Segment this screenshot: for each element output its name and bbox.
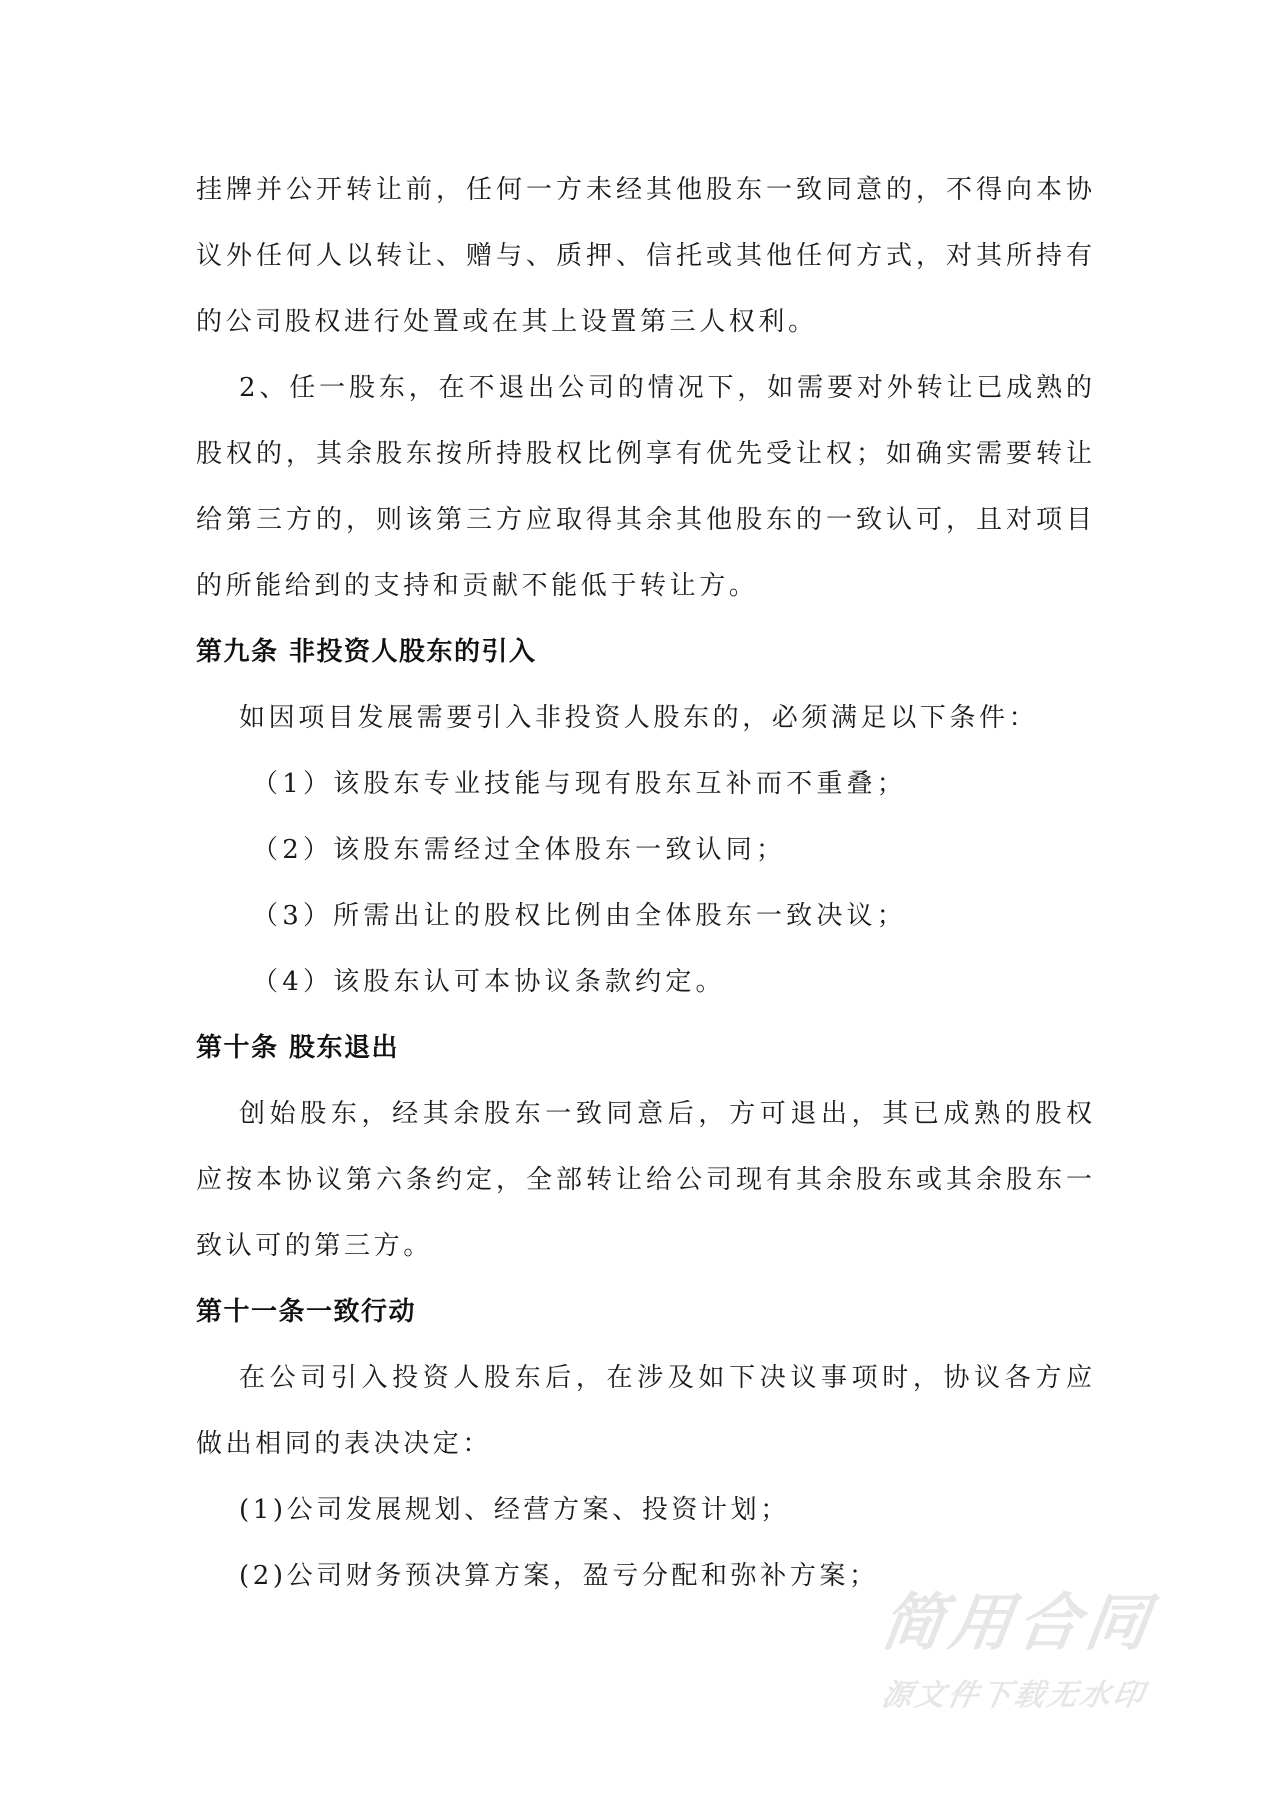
paragraph-line: 致认可的第三方。 xyxy=(196,1231,433,1261)
list-item: （1）该股东专业技能与现有股东互补而不重叠； xyxy=(252,769,907,799)
paragraph-line: 的所能给到的支持和贡献不能低于转让方。 xyxy=(196,571,759,601)
paragraph-line: 挂牌并公开转让前，任何一方未经其他股东一致同意的，不得向本协 xyxy=(196,175,1092,205)
list-item: （2）该股东需经过全体股东一致认同； xyxy=(252,835,787,865)
list-item: (2)公司财务预决算方案，盈亏分配和弥补方案； xyxy=(239,1561,879,1591)
list-item: （4）该股东认可本协议条款约定。 xyxy=(252,967,726,997)
watermark-tagline: 源文件下载无水印 xyxy=(879,1678,1150,1713)
paragraph-line: 2、任一股东，在不退出公司的情况下，如需要对外转让已成熟的 xyxy=(239,373,1092,403)
section-heading-11: 第十一条一致行动 xyxy=(196,1297,417,1327)
section-9-intro: 如因项目发展需要引入非投资人股东的，必须满足以下条件： xyxy=(239,703,1039,733)
list-item: (1)公司发展规划、经营方案、投资计划； xyxy=(239,1495,790,1525)
paragraph-line: 创始股东，经其余股东一致同意后，方可退出，其已成熟的股权 xyxy=(239,1099,1092,1129)
watermark xyxy=(876,1586,1182,1714)
paragraph-line: 做出相同的表决决定： xyxy=(196,1429,493,1459)
watermark-brand: 简用合同 xyxy=(876,1586,1160,1659)
paragraph-line: 股权的，其余股东按所持股权比例享有优先受让权；如确实需要转让 xyxy=(196,439,1092,469)
paragraph-line: 的公司股权进行处置或在其上设置第三人权利。 xyxy=(196,307,818,337)
paragraph-line: 议外任何人以转让、赠与、质押、信托或其他任何方式，对其所持有 xyxy=(196,241,1092,271)
list-item: （3）所需出让的股权比例由全体股东一致决议； xyxy=(252,901,907,931)
section-heading-10: 第十条 股东退出 xyxy=(196,1033,400,1063)
paragraph-line: 在公司引入投资人股东后，在涉及如下决议事项时，协议各方应 xyxy=(239,1363,1092,1393)
paragraph-line: 给第三方的，则该第三方应取得其余其他股东的一致认可，且对项目 xyxy=(196,505,1092,535)
paragraph-line: 应按本协议第六条约定，全部转让给公司现有其余股东或其余股东一 xyxy=(196,1165,1092,1195)
document-page xyxy=(196,157,1092,1609)
section-heading-9: 第九条 非投资人股东的引入 xyxy=(196,637,537,667)
